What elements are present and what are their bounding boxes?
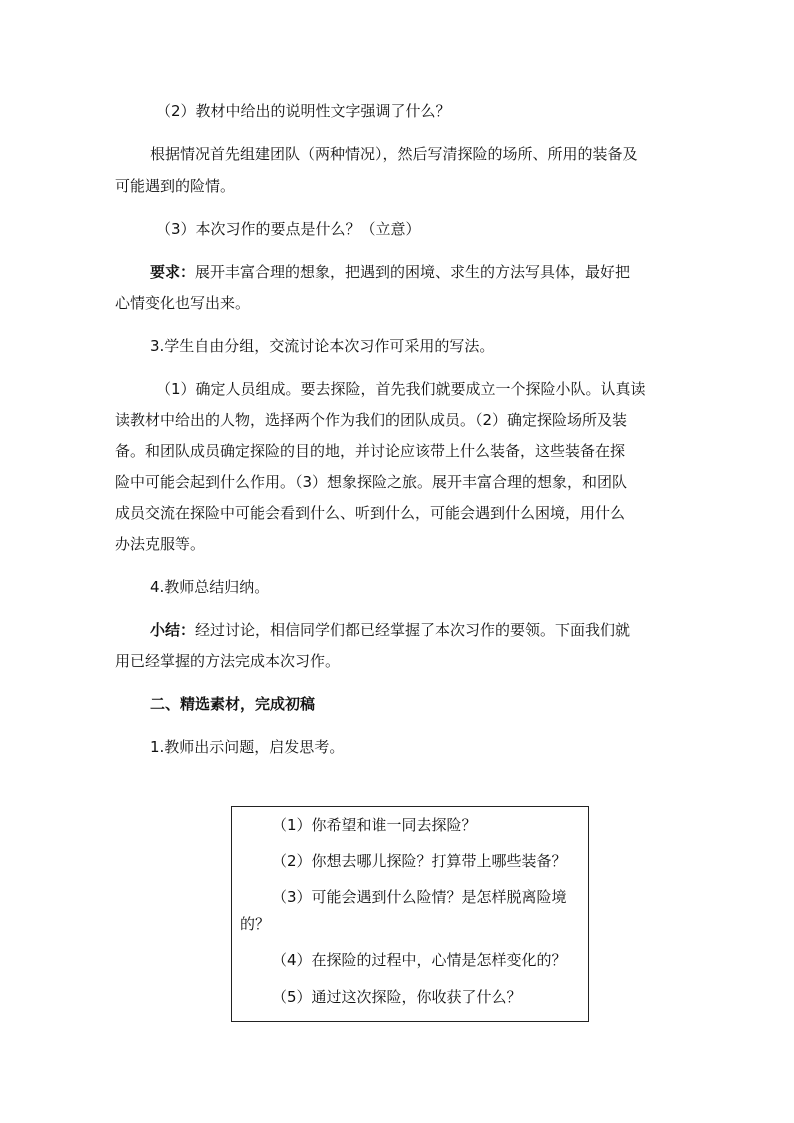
requirement-line-1 <box>150 261 794 283</box>
answer-2-line-2: 可能遇到的险情。 <box>115 177 236 195</box>
box-question-4: （4）在探险的过程中，心情是怎样变化的？ <box>272 951 567 969</box>
question-3: （3）本次习作的要点是什么？（立意） <box>156 220 421 238</box>
box-question-2: （2）你想去哪儿探险？打算带上哪些装备？ <box>272 852 567 870</box>
summary-line-2: 用已经掌握的方法完成本次习作。 <box>115 652 341 670</box>
question-box <box>231 806 589 1022</box>
summary-text: 经过讨论，相信同学们都已经掌握了本次习作的要领。下面我们就 <box>195 621 631 639</box>
section-heading: 二、精选素材，完成初稿 <box>150 695 316 713</box>
requirement-text: 展开丰富合理的想象，把遇到的困境、求生的方法写具体，最好把 <box>195 263 631 281</box>
method-paragraph-line-6: 办法克服等。 <box>115 535 206 553</box>
box-question-3-line-1: （3）可能会遇到什么险情？是怎样脱离险境 <box>272 888 567 906</box>
method-paragraph-line-4: 险中可能会起到什么作用。（3）想象探险之旅。展开丰富合理的想象，和团队 <box>115 473 628 491</box>
summary-line-1 <box>150 619 794 641</box>
step-4: 4.教师总结归纳。 <box>150 578 270 596</box>
section-2-step-1: 1.教师出示问题，启发思考。 <box>150 738 345 756</box>
question-2: （2）教材中给出的说明性文字强调了什么？ <box>156 102 451 120</box>
box-question-3-line-2: 的？ <box>240 915 271 933</box>
requirement-label: 要求： <box>150 263 196 281</box>
box-question-1: （1）你希望和谁一同去探险？ <box>272 816 477 834</box>
method-paragraph-line-1: （1）确定人员组成。要去探险，首先我们就要成立一个探险小队。认真读 <box>156 380 646 398</box>
answer-2-line-1: 根据情况首先组建团队（两种情况），然后写清探险的场所、所用的装备及 <box>150 145 638 163</box>
requirement-line-2: 心情变化也写出来。 <box>115 294 251 312</box>
step-3: 3.学生自由分组，交流讨论本次习作可采用的写法。 <box>150 337 495 355</box>
box-question-5: （5）通过这次探险，你收获了什么？ <box>272 988 522 1006</box>
summary-label: 小结： <box>150 621 196 639</box>
method-paragraph-line-3: 备。和团队成员确定探险的目的地，并讨论应该带上什么装备，这些装备在探 <box>115 442 626 460</box>
method-paragraph-line-5: 成员交流在探险中可能会看到什么、听到什么，可能会遇到什么困境，用什么 <box>115 504 626 522</box>
method-paragraph-line-2: 读教材中给出的人物，选择两个作为我们的团队成员。（2）确定探险场所及装 <box>115 411 628 429</box>
